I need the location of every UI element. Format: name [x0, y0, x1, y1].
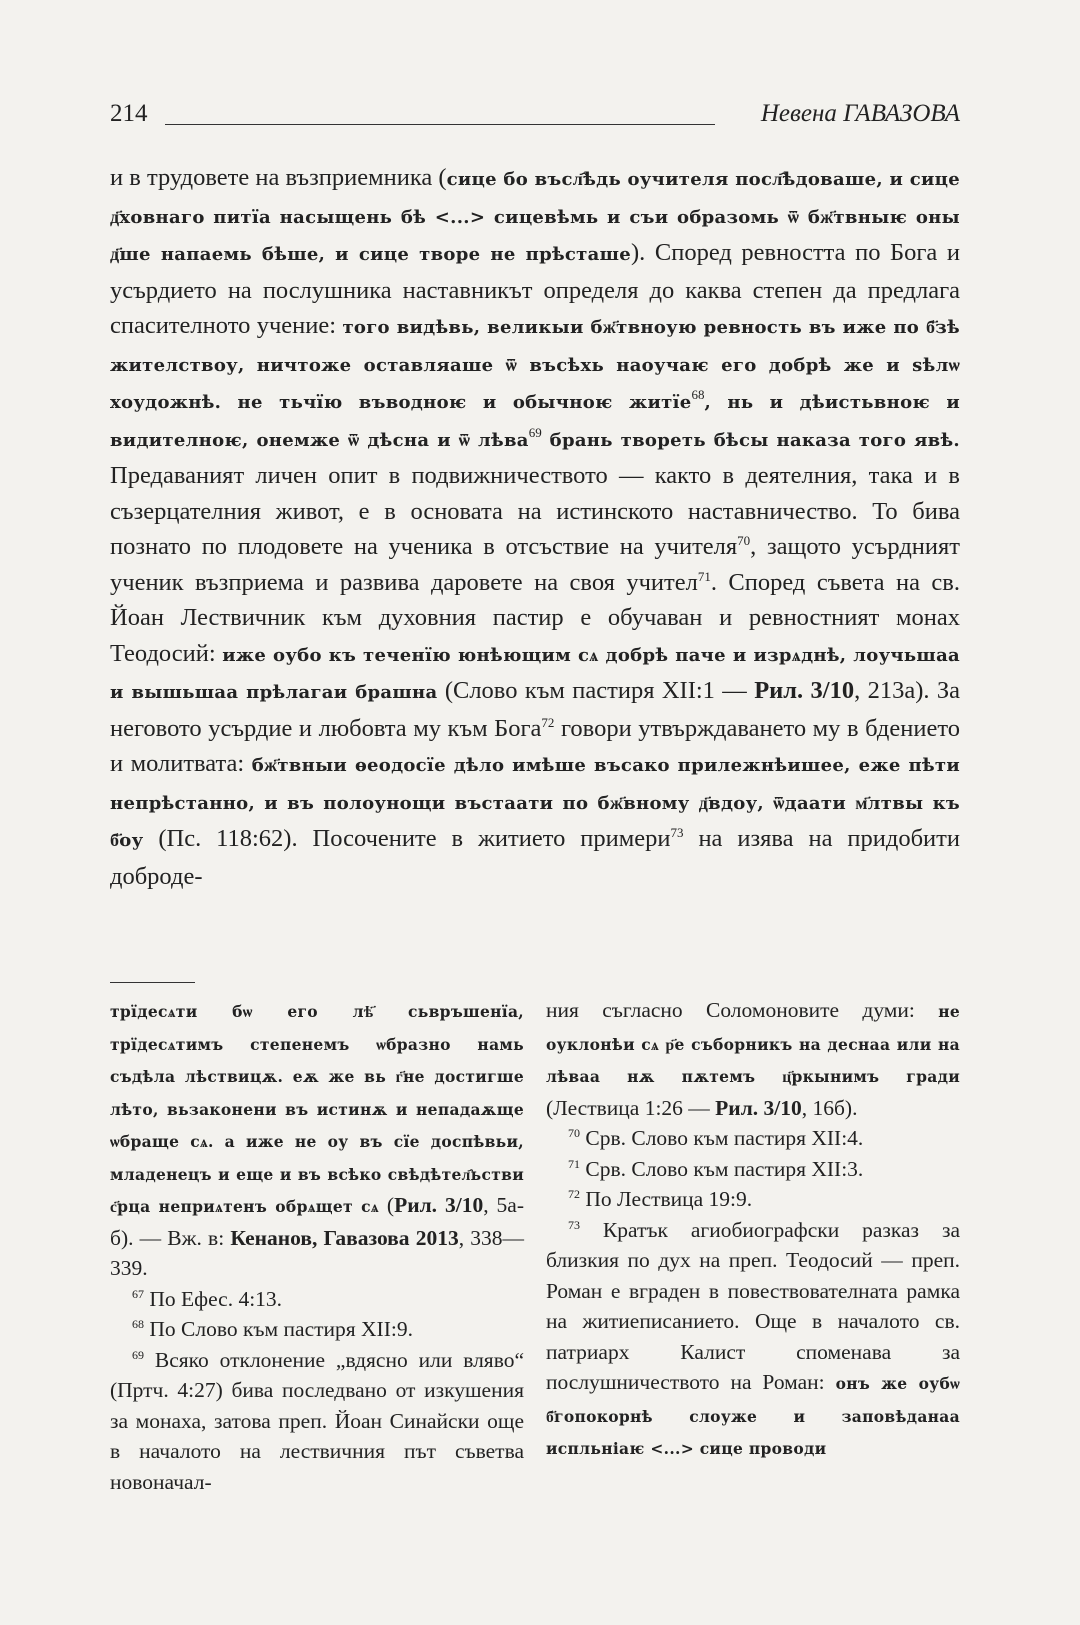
footnote-71: $^{71}$ Срв. Слово към пастиря XII:3.	[568, 1156, 864, 1181]
header-rule	[165, 124, 715, 125]
footnotes-left-column	[110, 995, 524, 1497]
footnote-68: $^{68}$ По Слово към пастиря XII:9.	[132, 1316, 413, 1341]
church-slavonic-quote: иже оубо къ теченїю юнѣющим сѧ добрѣ паче и изрѧднѣ, лоучьшаа и вышьшаа прѣлагаи брашна	[110, 644, 960, 703]
church-slavonic-quote: бж҃твныи ѳеодосїе дѣло имѣше въсако прилежнѣишее, еже пѣти непрѣстанно, и въ полоунощи въстаати по бж҃вному д҃вдоу, ѿдаати м҃лтвы къ б҃оу	[110, 755, 961, 851]
footnote-separator	[110, 982, 195, 983]
footnote-ref: 70	[737, 532, 751, 548]
footnote-ref: 73	[670, 824, 684, 840]
church-slavonic-quote: онъ же оубѡ б҃гопокорнѣ слоужe и заповѣданаа испльнiаѥ <...> сице проводи	[546, 1374, 960, 1458]
church-slavonic-quote: трїдесѧти бѡ его лѣ҃ сьвръшенїа, трїдесѧтимъ степенемъ ѡбразно намь съдѣла лѣствицѫ. еѫ же вь г҃не достигше лѣто, вьзаконени въ истинѫ и непадаѫще ѡбраще сѧ. а иже не оу въ сїе доспѣвьи, младенецъ и еще и въ всѣко свѣдѣтел҄ьстви с҃рца неприѧтенъ обрѧщет сѧ	[110, 1002, 524, 1216]
footnote-72: $^{72}$ По Лествица 19:9.	[568, 1186, 753, 1211]
footnote-70: $^{70}$ Срв. Слово към пастиря XII:4.	[568, 1125, 864, 1150]
footnote-ref: 69	[528, 424, 542, 440]
footnote-continuation: трїдесѧти бѡ его лѣ҃ сьвръшенїа, трїдесѧтимъ степенемъ ѡбразно намь съдѣла лѣствицѫ. еѫ же вь г҃не достигше лѣто, вьзаконени въ истинѫ и непадаѫще ѡбраще сѧ. а иже не оу въ сїе доспѣвьи, младенецъ и еще и въ всѣко свѣдѣтел҄ьстви с҃рца неприѧтенъ обрѧщет сѧ (Рил. 3/10, 5а-б). — Вж. в: Кенанов, Гавазова 2013, 338—339.	[110, 1002, 525, 1280]
footnote-ref: 71	[697, 568, 711, 584]
church-slavonic-quote: не оуклонѣи сѧ р҃е съборникъ на деснаа или на лѣваа нѫ пѫтемъ ц҃ркынимъ гради	[546, 1002, 960, 1086]
footnote-ref: 72	[541, 714, 555, 730]
footnote-ref: 68	[691, 386, 705, 402]
page-number: 214	[110, 100, 148, 127]
source-siglum: Рил. 3/10	[754, 677, 855, 704]
church-slavonic-quote: сице бо въсл҄ѣдь оучителя посл҄ѣдоваше, и сице д҃ховнаго питїа насыщень бѣ <...> сицевѣмь и съи образомь ѿ бж҃твныѥ оны д҃ше напаемь бѣше, и сице творе не прѣсташе	[110, 169, 961, 265]
running-author: Невена ГАВАЗОВА	[760, 100, 960, 127]
main-text	[110, 160, 960, 894]
body-paragraph: и в трудовете на възприемника (сице бо въсл҄ѣдь оучителя посл҄ѣдоваше, и сице д҃ховнаго питїа насыщень бѣ <...> сицевѣмь и съи образомь ѿ бж҃твныѥ оны д҃ше напаемь бѣше, и сице творе не прѣсташе). Според ревността по Бога и усърдието на послушника наставникът определя до каква степен да предлага спасителното учение: того видѣвь, великыи бж҃твноую ревность въ иже по б҃зѣ жителствоу, ничтоже оставляаше ѿ въсѣхь наоучаѥ его добрѣ же и ѕѣлѡ хоудожнѣ. не тьчїю въводноѥ и обычноѥ житїе$^{68}$, нь и дѣистьвноѥ и видителноѥ, онемже ѿ дѣсна и ѿ лѣва$^{69}$ брань твореть бѣсы наказа того явѣ. Предаваният личен опит в подвижничеството — както в деятелния, така и в съзерцателния живот, е в основата на истинското наставничество. То бива познато по плодовете на ученика в отсъствие на учителя$^{70}$, защото усърдният ученик възприема и развива даровете на своя учител$^{71}$. Според съвета на св. Йоан Лествичник към духовния пастир е обучаван и ревностният монах Теодосий: иже оубо къ теченїю юнѣющим сѧ добрѣ паче и изрѧднѣ, лоучьшаа и вышьшаа прѣлагаи брашна (Слово към пастиря XII:1 — Рил. 3/10, 213а). За неговото усърдие и любовта му към Бога$^{72}$ говори утвърждаването му в бдението и молитвата: бж҃твныи ѳеодосїе дѣло имѣше въсако прилежнѣишее, еже пѣти непрѣстанно, и въ полоунощи въстаати по бж҃вному д҃вдоу, ѿдаати м҃лтвы къ б҃оу (Пс. 118:62). Посочените в житието примери$^{73}$ на изява на придобити доброде-	[110, 164, 961, 890]
footnotes-right-column	[546, 995, 960, 1465]
footnote-69-continuation: ния съгласно Соломоновите думи: не оуклонѣи сѧ р҃е съборникъ на деснаа или на лѣваа нѫ пѫтемъ ц҃ркынимъ гради (Лествица 1:26 — Рил. 3/10, 16б).	[546, 998, 960, 1120]
footnote-73: $^{73}$ Кратък агиобиографски разказ за близкия по дух на преп. Теодосий — преп. Роман е вграден в повествователната рамка на житиеписанието. Още в началото св. патриарх Калист споменава за послушничеството на Роман: онъ же оубѡ б҃гопокорнѣ слоужe и заповѣданаа испльнiаѥ <...> сице проводи	[546, 1217, 960, 1458]
footnote-67: $^{67}$ По Ефес. 4:13.	[132, 1286, 283, 1311]
footnote-69: $^{69}$ Всяко отклонение „вдясно или вляво“ (Пртч. 4:27) бива последвано от изкушения за монаха, затова преп. Йоан Синайски още в началото на лествичния път съветва новоначал-	[110, 1347, 524, 1494]
church-slavonic-quote: того видѣвь, великыи бж҃твноую ревность въ иже по б҃зѣ жителствоу, ничтоже оставляаше ѿ въсѣхь наоучаѥ его добрѣ же и ѕѣлѡ хоудожнѣ. не тьчїю въводноѥ и обычноѥ житїе	[110, 317, 960, 413]
running-header	[110, 100, 960, 140]
